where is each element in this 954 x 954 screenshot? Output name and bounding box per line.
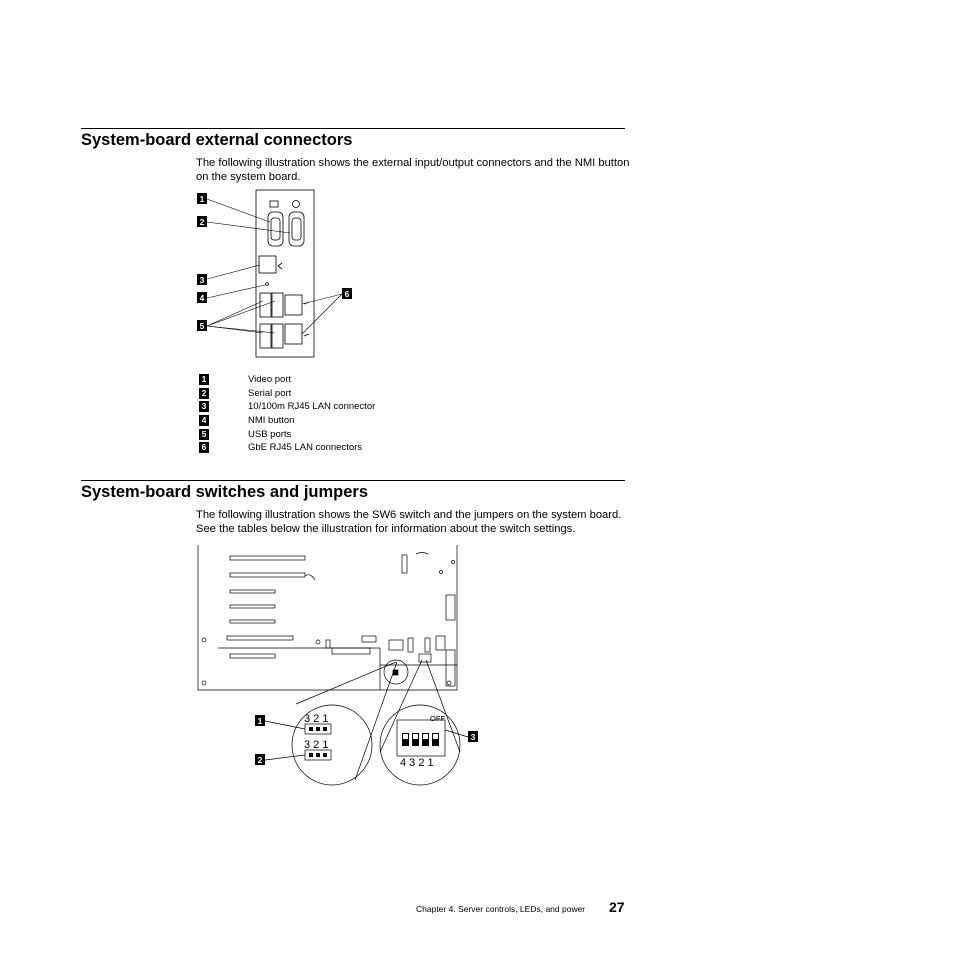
legend-number: 5 [199,429,209,440]
legend-item [199,373,499,387]
switch-off-label: OFF [430,714,445,723]
figure2-callout-2: 2 [257,755,263,765]
figure2-callout-1: 1 [257,716,263,726]
jumper-pin-numbers-bottom: 3 2 1 [304,739,329,751]
figure1-callout-2: 2 [199,217,205,227]
legend-item [199,387,499,401]
section-rule-1 [81,128,625,129]
section-title-external-connectors: System-board external connectors [81,131,353,149]
legend-item [199,400,499,414]
external-connectors-illustration [190,188,360,363]
jumper-pin-numbers-top: 3 2 1 [304,713,329,725]
page-number: 27 [609,899,625,915]
section-title-switches-jumpers: System-board switches and jumpers [81,483,369,501]
legend-item [199,428,499,442]
footer-chapter: Chapter 4. Server controls, LEDs, and power [416,904,586,914]
figure1-callout-5: 5 [199,321,205,331]
section-intro-switches-jumpers: The following illustration shows the SW6 switch and the jumpers on the system board. See the tables below the illustration for information about the switch settings. [196,509,622,535]
section-rule-2 [81,480,625,481]
legend-number: 3 [199,401,209,412]
legend-number: 1 [199,374,209,385]
section-intro-external-connectors: The following illustration shows the external input/output connectors and the NMI button on the system board. [196,157,630,183]
legend-item [199,414,499,428]
figure1-callout-3: 3 [199,275,205,285]
legend-item [199,441,499,455]
figure2-callout-3: 3 [470,732,476,742]
figure1-callout-6: 6 [344,289,350,299]
figure1-callout-1: 1 [199,194,205,204]
connector-legend [199,373,499,455]
legend-label: 10/100m RJ45 LAN connector [248,401,376,413]
legend-label: GbE RJ45 LAN connectors [248,442,363,454]
figure1-callout-4: 4 [199,293,205,303]
figure1-callouts [197,193,352,331]
legend-number: 2 [199,388,209,399]
legend-label: Serial port [248,387,292,399]
legend-number: 4 [199,415,209,426]
switch-position-numbers: 4 3 2 1 [400,757,434,769]
legend-label: NMI button [248,415,295,427]
legend-number: 6 [199,442,209,453]
switches-jumpers-illustration [190,540,490,792]
legend-label: Video port [248,374,292,385]
legend-label: USB ports [248,428,292,440]
